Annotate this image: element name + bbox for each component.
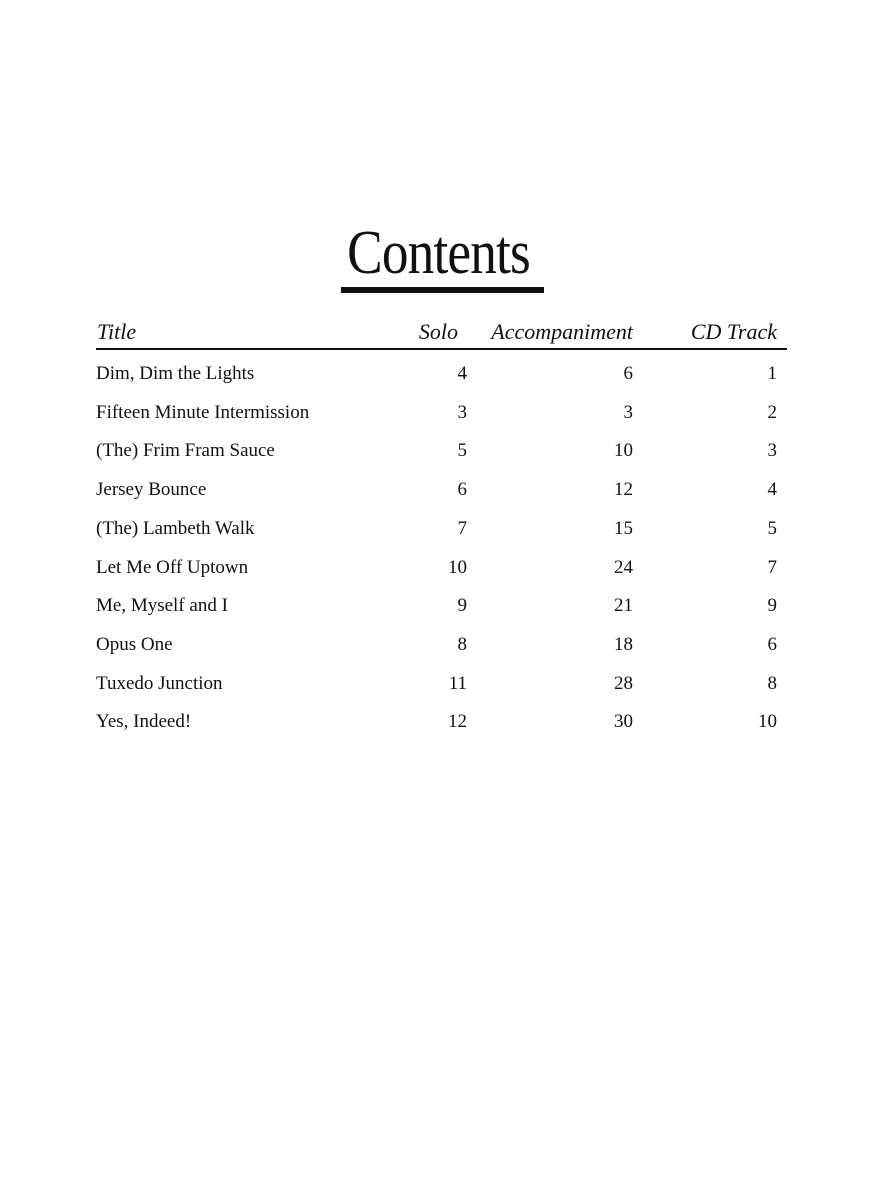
song-title: Yes, Indeed! [96,707,201,737]
header-title: Title [97,319,137,344]
cd-track-number: 4 [768,475,778,505]
song-title: Fifteen Minute Intermission [96,398,319,428]
page-title: Contents [347,219,530,287]
song-title: Let Me Off Uptown [96,553,258,583]
header-accompaniment: Accompaniment [491,319,633,344]
solo-page-number: 3 [458,398,468,428]
title-underline [341,287,544,293]
cd-track-number: 7 [768,553,778,583]
solo-cell [448,553,467,583]
title-cell [96,398,457,428]
solo-page-number: 7 [458,514,468,544]
solo-cell [457,398,467,428]
cd-track-number: 1 [768,359,778,389]
solo-cell [457,359,467,389]
cd-track-number: 5 [768,514,778,544]
accompaniment-cell [467,514,633,544]
accompaniment-cell [467,669,633,699]
title-cell [96,436,457,466]
cd-track-cell [633,707,777,737]
accompaniment-cell [467,591,633,621]
accompaniment-cell [467,398,633,428]
table-row[interactable] [96,630,787,660]
cd-track-cell [633,514,777,544]
table-row[interactable] [96,359,787,389]
solo-cell [457,630,467,660]
solo-page-number: 6 [458,475,468,505]
accompaniment-cell [467,553,633,583]
cd-track-number: 3 [768,436,778,466]
cd-track-cell [633,669,777,699]
title-cell [96,707,457,737]
table-row[interactable] [96,436,787,466]
accompaniment-cell [467,475,633,505]
accompaniment-cell [467,359,633,389]
cd-track-number: 2 [768,398,778,428]
song-title: Opus One [96,630,183,660]
accompaniment-page-number: 3 [624,398,634,428]
cd-track-number: 10 [758,707,777,737]
title-cell [96,591,457,621]
contents-table [96,318,787,733]
solo-cell [457,591,467,621]
table-row[interactable] [96,475,787,505]
table-row[interactable] [96,669,787,699]
accompaniment-page-number: 30 [614,707,633,737]
accompaniment-page-number: 10 [614,436,633,466]
accompaniment-cell [467,436,633,466]
cd-track-number: 8 [768,669,778,699]
song-title: (The) Frim Fram Sauce [96,436,285,466]
song-title: (The) Lambeth Walk [96,514,265,544]
song-title: Me, Myself and I [96,591,238,621]
solo-page-number: 10 [448,553,467,583]
cd-track-cell [633,630,777,660]
cd-track-cell [633,436,777,466]
title-cell [96,630,457,660]
title-cell [96,669,457,699]
solo-cell [448,707,467,737]
solo-cell [457,436,467,466]
solo-page-number: 12 [448,707,467,737]
cd-track-cell [633,359,777,389]
accompaniment-page-number: 24 [614,553,633,583]
table-header [96,318,787,350]
accompaniment-cell [467,630,633,660]
song-title: Tuxedo Junction [96,669,233,699]
title-cell [96,514,457,544]
table-row[interactable] [96,591,787,621]
solo-page-number: 8 [458,630,468,660]
solo-cell [457,475,467,505]
accompaniment-cell [467,707,633,737]
accompaniment-page-number: 28 [614,669,633,699]
table-row[interactable] [96,514,787,544]
cd-track-cell [633,553,777,583]
solo-cell [448,669,467,699]
table-row[interactable] [96,707,787,737]
header-solo: Solo [418,319,458,344]
solo-cell [457,514,467,544]
cd-track-number: 6 [768,630,778,660]
song-title: Dim, Dim the Lights [96,359,264,389]
cd-track-cell [633,591,777,621]
solo-page-number: 4 [458,359,468,389]
table-row[interactable] [96,553,787,583]
accompaniment-page-number: 6 [624,359,634,389]
cd-track-cell [633,475,777,505]
cd-track-cell [633,398,777,428]
solo-page-number: 5 [458,436,468,466]
title-cell [96,359,457,389]
header-cd-track: CD Track [690,319,777,344]
song-title: Jersey Bounce [96,475,216,505]
accompaniment-page-number: 12 [614,475,633,505]
accompaniment-page-number: 18 [614,630,633,660]
accompaniment-page-number: 21 [614,591,633,621]
cd-track-number: 9 [768,591,778,621]
accompaniment-page-number: 15 [614,514,633,544]
table-row[interactable] [96,398,787,428]
title-cell [96,475,457,505]
solo-page-number: 9 [458,591,468,621]
title-cell [96,553,457,583]
solo-page-number: 11 [449,669,467,699]
